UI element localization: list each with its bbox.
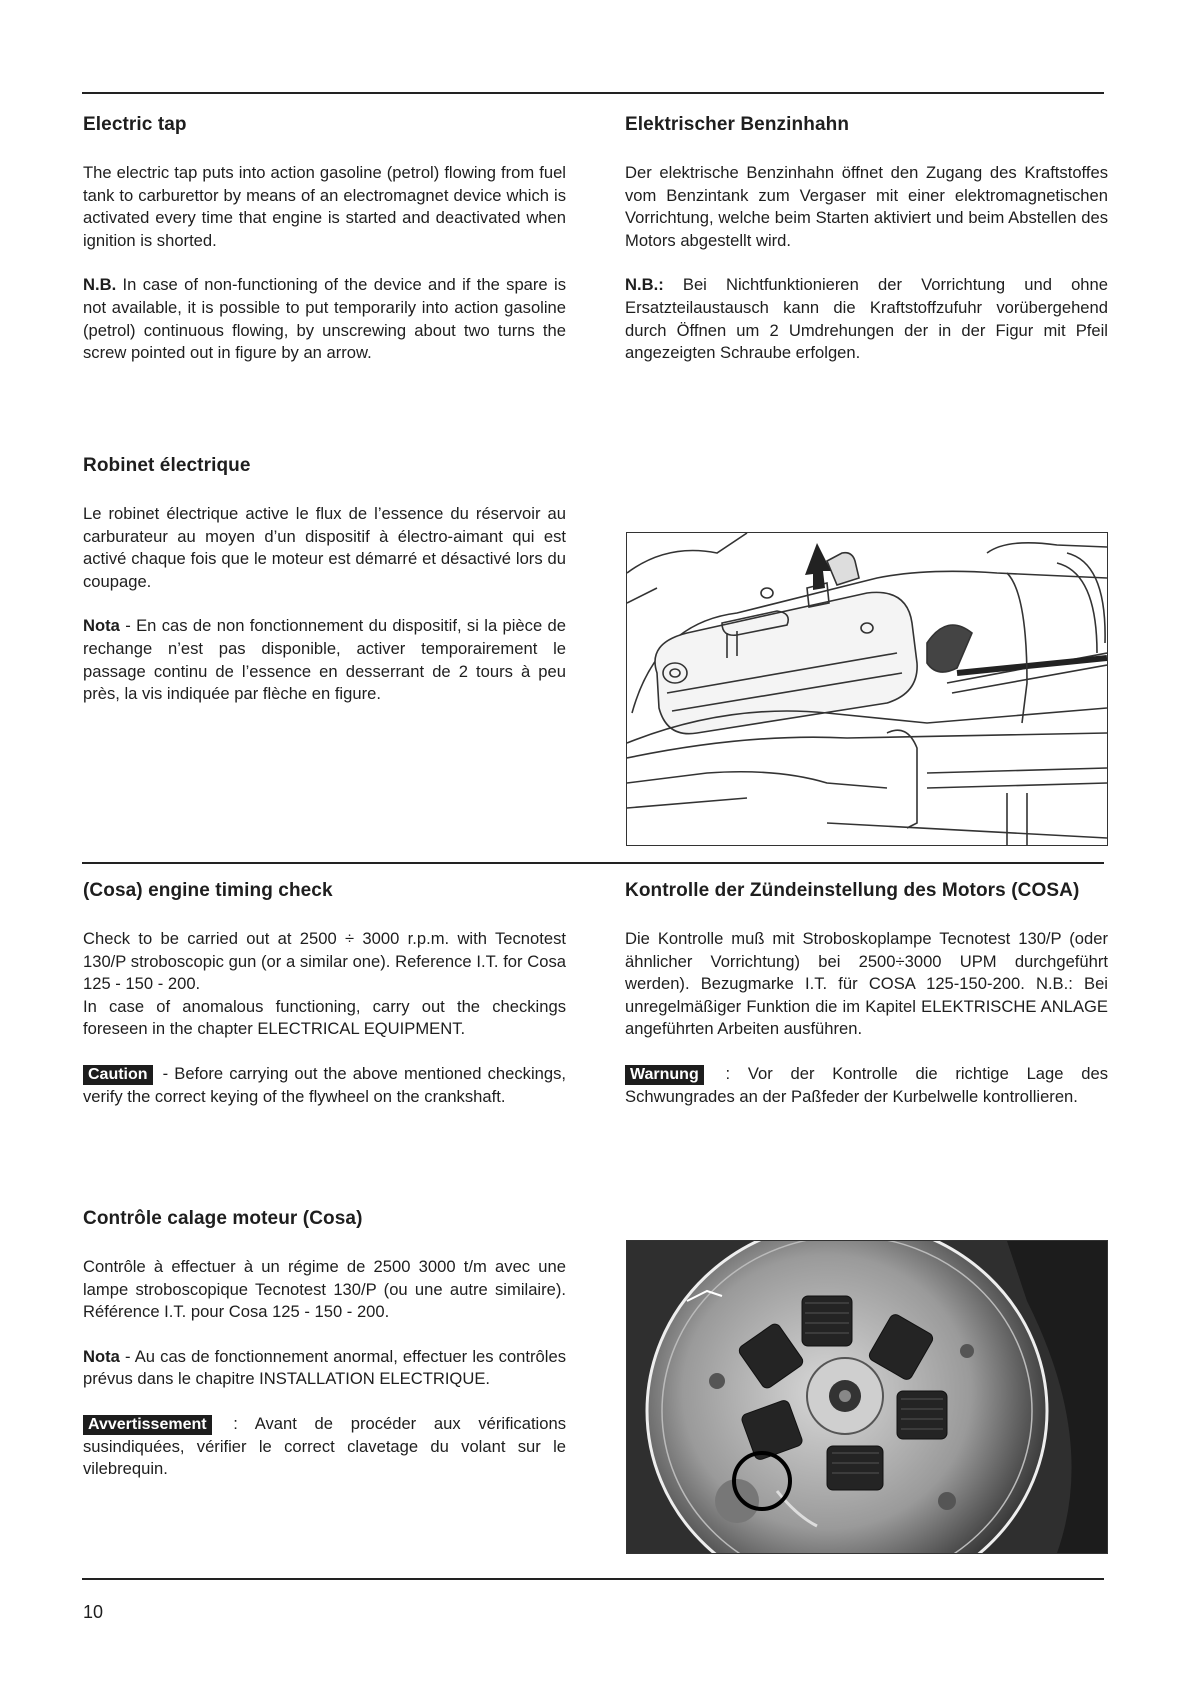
electric-tap-drawing xyxy=(627,533,1107,845)
note-label: N.B. xyxy=(83,275,117,295)
paragraph: Die Kontrolle muß mit Stroboskoplampe Tecnotest 130/P (oder ähnlicher Vorrichtung) bei 2500÷3000 UPM durchgeführt werden). Bezugmarke I.T. für COSA 125-150-200. N.B.: Bei unregelmäßiger Funktion die im Kapitel ELEKTRISCHE ANLAGE angeführten Arbeiten ausführen. xyxy=(625,929,1108,1039)
paragraph: In case of anomalous functioning, carry out the checkings foreseen in the chapter ELECTRICAL EQUIPMENT. xyxy=(83,996,566,1039)
note-text: - En cas de non fonctionnement du dispositif, si la pièce de rechange n’est pas disponible, activer temporairement le passage continu de l’essence en desserrant de 2 tours à peu près, la vis indiquée par flèche en figure. xyxy=(83,616,566,704)
paragraph: Contrôle à effectuer à un régime de 2500 3000 t/m avec une lampe stroboscopique Tecnotest 130/P (ou une autre similaire). Référence I.T. pour Cosa 125 - 150 - 200. xyxy=(83,1257,566,1322)
caution-paragraph xyxy=(83,1063,566,1108)
note-label: N.B.: xyxy=(625,275,664,295)
section-title: Kontrolle der Zündeinstellung des Motors (COSA) xyxy=(625,880,1080,901)
note-label: Nota xyxy=(83,1346,120,1366)
stator-photo xyxy=(626,1240,1108,1554)
timing-check-de xyxy=(625,880,1108,1130)
section-title: (Cosa) engine timing check xyxy=(83,880,333,901)
electric-tap-figure xyxy=(626,532,1108,846)
electric-tap-en xyxy=(83,114,566,387)
timing-check-fr xyxy=(83,1208,566,1503)
paragraph: Check to be carried out at 2500 ÷ 3000 r.p.m. with Tecnotest 130/P stroboscopic gun (or a similar one). Reference I.T. for Cosa 125 - 150 - 200. xyxy=(83,929,566,994)
paragraph: Le robinet électrique active le flux de l’essence du réservoir au carburateur au moyen d’un dispositif à électro-aimant qui est activé chaque fois que le moteur est démarré et désactivé lors du coupage. xyxy=(83,504,566,591)
top-rule xyxy=(82,92,1104,94)
electric-tap-de xyxy=(625,114,1108,387)
warning-paragraph xyxy=(83,1413,566,1481)
section-title: Contrôle calage moteur (Cosa) xyxy=(83,1208,363,1229)
bottom-rule xyxy=(82,1578,1104,1580)
caution-text: - Before carrying out the above mentioned checkings, verify the correct keying of the flywheel on the crankshaft. xyxy=(83,1063,566,1106)
note-paragraph xyxy=(625,274,1108,364)
note-paragraph xyxy=(83,1346,566,1391)
warning-text: : Avant de procéder aux vérifications susindiquées, vérifier le correct clavetage du volant sur le vilebrequin. xyxy=(83,1413,566,1479)
caution-badge: Caution xyxy=(83,1065,153,1085)
middle-rule xyxy=(82,862,1104,864)
page-number: 10 xyxy=(83,1602,104,1622)
note-paragraph xyxy=(83,274,566,364)
paragraph: The electric tap puts into action gasoline (petrol) flowing from fuel tank to carburettor by means of an electromagnet device which is activated every time that engine is started and deactivated when ignition is shorted. xyxy=(83,163,566,250)
warning-badge: Avvertissement xyxy=(83,1415,212,1435)
warning-paragraph xyxy=(625,1063,1108,1108)
timing-check-en xyxy=(83,880,566,1130)
note-text: Bei Nichtfunktionieren der Vorrichtung und ohne Ersatzteilaustausch kann die Kraftstoffzufuhr vorübergehend durch Öffnen um 2 Umdrehungen der in der Figur mit Pfeil angezeigten Schraube erfolgen. xyxy=(625,275,1108,363)
section-title: Electric tap xyxy=(83,114,187,135)
stator-drawing xyxy=(627,1241,1107,1553)
section-title: Elektrischer Benzinhahn xyxy=(625,114,850,135)
paragraph: Der elektrische Benzinhahn öffnet den Zugang des Kraftstoffes vom Benzintank zum Vergaser mit einer elektromagnetischen Vorrichtung, welche beim Starten aktiviert und beim Abstellen des Motors abgestellt wird. xyxy=(625,163,1108,250)
note-text: In case of non-functioning of the device and if the spare is not available, it is possible to put temporarily into action gasoline (petrol) continuous flowing, by unscrewing about two turns the screw pointed out in figure by an arrow. xyxy=(83,275,566,363)
note-text: - Au cas de fonctionnement anormal, effectuer les contrôles prévus dans le chapitre INSTALLATION ELECTRIQUE. xyxy=(83,1346,566,1389)
warning-badge: Warnung xyxy=(625,1065,704,1085)
note-paragraph xyxy=(83,615,566,705)
section-title: Robinet électrique xyxy=(83,455,251,476)
note-label: Nota xyxy=(83,616,120,636)
warning-text: : Vor der Kontrolle die richtige Lage des Schwungrades an der Paßfeder der Kurbelwelle kontrollieren. xyxy=(625,1063,1108,1106)
electric-tap-fr xyxy=(83,455,566,728)
